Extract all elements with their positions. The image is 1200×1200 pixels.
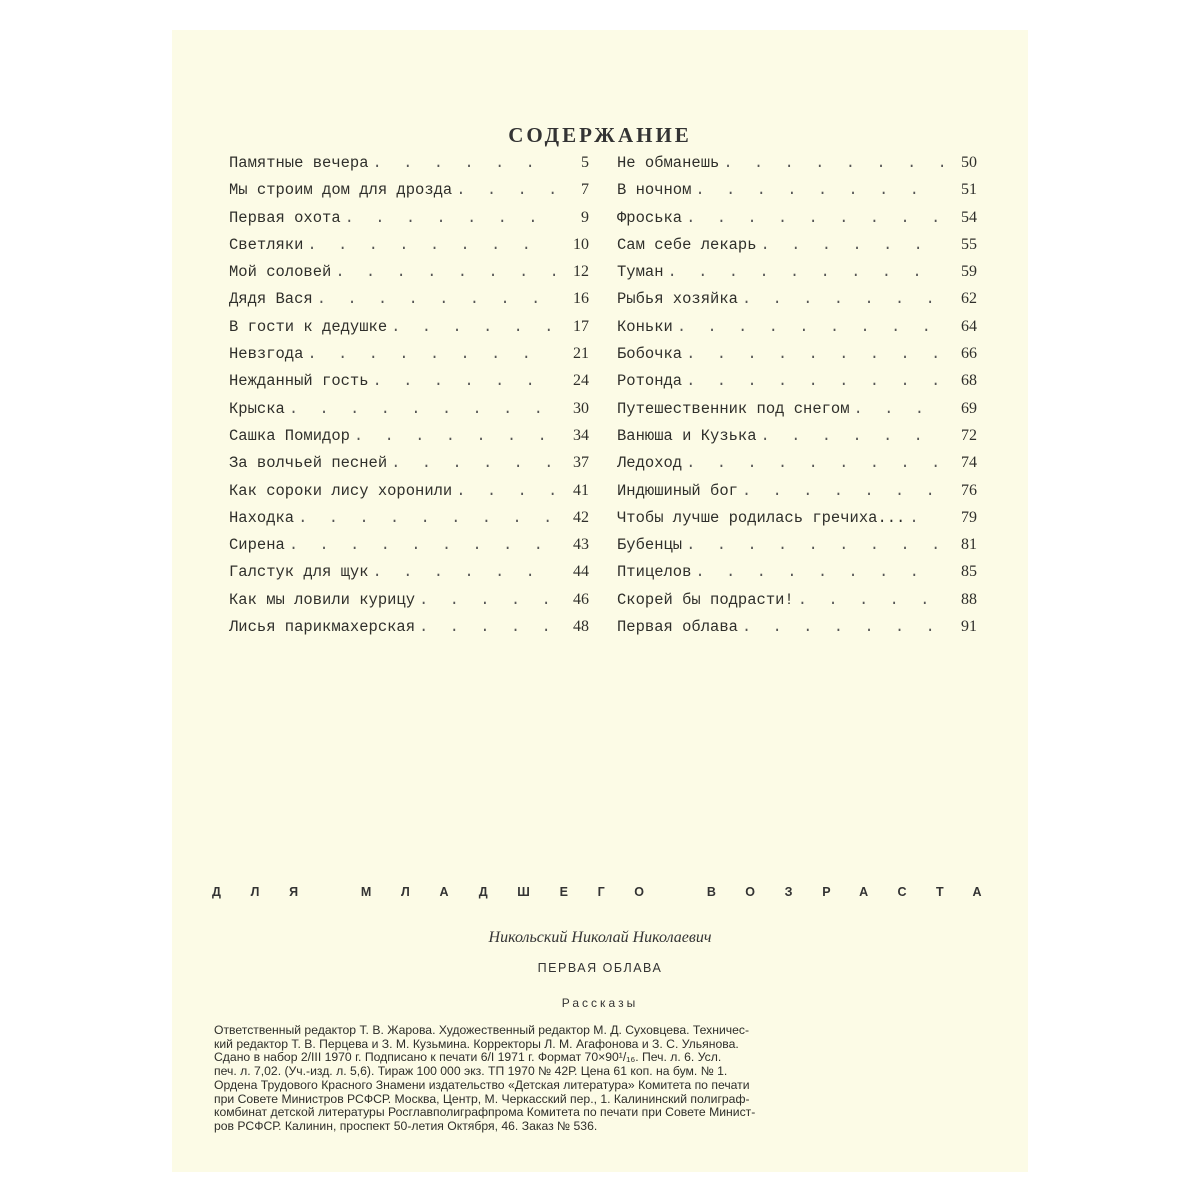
toc-leader-dots xyxy=(761,427,943,445)
toc-leader-dots xyxy=(419,591,555,609)
toc-entry-page: 24 xyxy=(573,372,589,390)
toc-leader-dots xyxy=(686,372,943,390)
toc-entry xyxy=(229,482,589,509)
toc-entry xyxy=(229,263,589,290)
toc-entry-page: 51 xyxy=(961,181,977,199)
toc-leader-dots xyxy=(909,509,943,527)
imprint-text xyxy=(214,1024,1004,1134)
toc-entry-title: Чтобы лучше родилась гречиха... xyxy=(617,508,906,527)
toc-entry-page: 72 xyxy=(961,426,977,444)
toc-entry-title: Невзгода xyxy=(229,345,304,364)
toc-leader-dots xyxy=(686,454,943,472)
toc-entry xyxy=(229,236,589,263)
toc-entry-page: 41 xyxy=(573,481,589,499)
toc-entry xyxy=(617,482,977,509)
toc-leader-dots xyxy=(742,290,943,308)
toc-entry xyxy=(617,236,977,263)
toc-leader-dots xyxy=(798,591,943,609)
toc-leader-dots xyxy=(373,563,555,581)
series-label: ДЛЯ МЛАДШЕГО ВОЗРАСТА xyxy=(212,885,1012,899)
toc-entry-page: 55 xyxy=(961,235,977,253)
toc-entry-page: 66 xyxy=(961,345,977,363)
toc-entry-page: 79 xyxy=(961,508,977,526)
toc-entry-title: Бобочка xyxy=(617,345,683,364)
toc-entry-title: Сашка Помидор xyxy=(229,426,350,445)
toc-leader-dots xyxy=(742,618,943,636)
toc-entry xyxy=(617,372,977,399)
toc-entry-title: Крыска xyxy=(229,399,285,418)
toc-entry xyxy=(617,318,977,345)
toc-leader-dots xyxy=(695,181,943,199)
toc-entry-title: Рыбья хозяйка xyxy=(617,290,738,309)
toc-entry-title: Дядя Вася xyxy=(229,290,313,309)
toc-leader-dots xyxy=(345,209,555,227)
toc-entry xyxy=(617,209,977,236)
toc-entry-page: 48 xyxy=(573,618,589,636)
toc-entry-page: 62 xyxy=(961,290,977,308)
toc-leader-dots xyxy=(307,345,555,363)
toc-entry xyxy=(617,591,977,618)
toc-entry-page: 46 xyxy=(573,590,589,608)
toc-entry-page: 16 xyxy=(573,290,589,308)
toc-entry xyxy=(229,154,589,181)
author-name: Никольский Николай Николаевич xyxy=(488,929,712,946)
toc-leader-dots xyxy=(289,536,555,554)
toc-entry-title: Светляки xyxy=(229,235,304,254)
imprint-line: комбинат детской литературы Росглавполиграфпрома Комитета по печати при Совете Минист- xyxy=(214,1105,756,1120)
toc-leader-dots xyxy=(307,236,555,254)
toc-entry-page: 9 xyxy=(581,208,589,226)
toc-entry xyxy=(617,427,977,454)
toc-entry-page: 44 xyxy=(573,563,589,581)
toc-entry xyxy=(229,536,589,563)
imprint-line: Ордена Трудового Красного Знамени издательство «Детская литература» Комитета по печати xyxy=(214,1077,750,1092)
toc-entry-page: 7 xyxy=(581,181,589,199)
toc-entry-page: 85 xyxy=(961,563,977,581)
toc-entry-page: 37 xyxy=(573,454,589,472)
toc-entry xyxy=(617,263,977,290)
toc-entry xyxy=(229,345,589,372)
book-page xyxy=(172,30,1028,1172)
toc-entry xyxy=(617,536,977,563)
toc-entry-title: Первая охота xyxy=(229,208,341,227)
toc-entry xyxy=(229,591,589,618)
toc-entry xyxy=(229,563,589,590)
toc-entry xyxy=(229,454,589,481)
toc-entry xyxy=(229,209,589,236)
toc-column-right xyxy=(617,154,977,645)
toc-entry-title: Нежданный гость xyxy=(229,372,369,391)
toc-leader-dots xyxy=(354,427,555,445)
toc-entry-title: Галстук для щук xyxy=(229,563,369,582)
toc-entry xyxy=(229,372,589,399)
toc-entry-title: Сирена xyxy=(229,536,285,555)
toc-entry-title: Лисья парикмахерская xyxy=(229,618,416,637)
imprint-line: ров РСФСР. Калинин, проспект 50-летия Октября, 46. Заказ № 536. xyxy=(214,1118,598,1133)
toc-entry-title: Ледоход xyxy=(617,454,683,473)
toc-entry xyxy=(229,618,589,645)
toc-entry-page: 76 xyxy=(961,481,977,499)
toc-leader-dots xyxy=(289,400,555,418)
toc-entry xyxy=(617,509,977,536)
toc-leader-dots xyxy=(298,509,555,527)
toc-leader-dots xyxy=(335,263,555,281)
toc-leader-dots xyxy=(761,236,943,254)
toc-entry xyxy=(229,181,589,208)
toc-entry-page: 64 xyxy=(961,317,977,335)
toc-entry xyxy=(229,318,589,345)
toc-leader-dots xyxy=(456,181,555,199)
toc-entry-page: 5 xyxy=(581,154,589,171)
toc-entry xyxy=(617,181,977,208)
toc-entry-title: Не обманешь xyxy=(617,154,720,172)
toc-leader-dots xyxy=(373,154,555,172)
toc-leader-dots xyxy=(854,400,943,418)
toc-column-left xyxy=(229,154,589,645)
toc-entry xyxy=(617,154,977,181)
toc-leader-dots xyxy=(686,536,943,554)
toc-entry-page: 43 xyxy=(573,536,589,554)
toc-entry-title: Находка xyxy=(229,508,295,527)
toc-leader-dots xyxy=(456,482,555,500)
toc-leader-dots xyxy=(668,263,943,281)
toc-entry xyxy=(617,454,977,481)
toc-entry-title: Мой соловей xyxy=(229,263,332,282)
toc-entry-page: 12 xyxy=(573,263,589,281)
toc-entry-title: В гости к дедушке xyxy=(229,317,388,336)
toc-entry-title: За волчьей песней xyxy=(229,454,388,473)
toc-entry xyxy=(617,563,977,590)
toc-entry-page: 74 xyxy=(961,454,977,472)
toc-leader-dots xyxy=(723,154,943,172)
toc-entry xyxy=(229,427,589,454)
toc-entry-page: 54 xyxy=(961,208,977,226)
imprint-line: при Совете Министров РСФСР. Москва, Центр, М. Черкасский пер., 1. Калининский полиграф- xyxy=(214,1091,750,1106)
toc-leader-dots xyxy=(419,618,555,636)
toc-entry-page: 17 xyxy=(573,317,589,335)
toc-entry-title: Коньки xyxy=(617,317,673,336)
toc-leader-dots xyxy=(391,318,555,336)
toc-entry-page: 59 xyxy=(961,263,977,281)
toc-leader-dots xyxy=(391,454,555,472)
book-title: ПЕРВАЯ ОБЛАВА xyxy=(537,961,663,975)
imprint-line: Ответственный редактор Т. В. Жарова. Художественный редактор М. Д. Суховцева. Техничес- xyxy=(214,1023,750,1037)
toc-entry xyxy=(229,290,589,317)
toc-entry-title: Ванюша и Кузька xyxy=(617,426,757,445)
toc-entry-page: 68 xyxy=(961,372,977,390)
toc-heading: СОДЕРЖАНИЕ xyxy=(508,123,692,147)
toc-leader-dots xyxy=(695,563,943,581)
toc-entry xyxy=(617,618,977,645)
toc-leader-dots xyxy=(686,345,943,363)
toc-entry-page: 42 xyxy=(573,508,589,526)
imprint-line: Сдано в набор 2/III 1970 г. Подписано к печати 6/I 1971 г. Формат 70×90¹/₁₆. Печ. л. 6. Усл. xyxy=(214,1050,722,1065)
imprint-line: кий редактор Т. В. Перцева и З. М. Кузьмина. Корректоры Л. М. Агафонова и З. С. Ульянова. xyxy=(214,1036,739,1051)
toc-leader-dots xyxy=(677,318,943,336)
toc-entry-title: Путешественник под снегом xyxy=(617,399,850,418)
toc-entry-page: 34 xyxy=(573,426,589,444)
toc-entry-title: Как мы ловили курицу xyxy=(229,590,416,609)
toc-entry-page: 50 xyxy=(961,154,977,171)
toc-entry-page: 21 xyxy=(573,345,589,363)
imprint-line: печ. л. 7,02. (Уч.-изд. л. 5,6). Тираж 100 000 экз. ТП 1970 № 42Р. Цена 61 коп. на бум. № 1. xyxy=(214,1064,728,1079)
toc-entry-title: Мы строим дом для дрозда xyxy=(229,181,453,200)
toc-entry-title: Фроська xyxy=(617,208,683,227)
toc-entry-title: Птицелов xyxy=(617,563,692,582)
toc-entry xyxy=(229,509,589,536)
toc-entry xyxy=(617,290,977,317)
toc-entry-title: Сам себе лекарь xyxy=(617,235,757,254)
toc-entry-title: Памятные вечера xyxy=(229,154,369,172)
toc-entry-title: Скорей бы подрасти! xyxy=(617,590,794,609)
toc-entry xyxy=(229,400,589,427)
toc-entry-title: Индюшиный бог xyxy=(617,481,738,500)
toc-entry-title: Ротонда xyxy=(617,372,683,391)
toc-entry-title: Бубенцы xyxy=(617,536,683,555)
toc-entry-page: 91 xyxy=(961,618,977,636)
toc-leader-dots xyxy=(373,372,555,390)
toc-leader-dots xyxy=(686,209,943,227)
toc-leader-dots xyxy=(317,290,555,308)
toc-entry xyxy=(617,400,977,427)
toc-entry xyxy=(617,345,977,372)
toc-entry-page: 10 xyxy=(573,235,589,253)
toc-entry-title: Туман xyxy=(617,263,664,282)
toc-entry-title: Первая облава xyxy=(617,618,738,637)
toc-entry-page: 88 xyxy=(961,590,977,608)
toc-entry-page: 81 xyxy=(961,536,977,554)
toc-leader-dots xyxy=(742,482,943,500)
genre-label: Рассказы xyxy=(561,996,639,1010)
toc-entry-title: В ночном xyxy=(617,181,692,200)
toc-entry-page: 69 xyxy=(961,399,977,417)
toc-entry-title: Как сороки лису хоронили xyxy=(229,481,453,500)
toc-entry-page: 30 xyxy=(573,399,589,417)
